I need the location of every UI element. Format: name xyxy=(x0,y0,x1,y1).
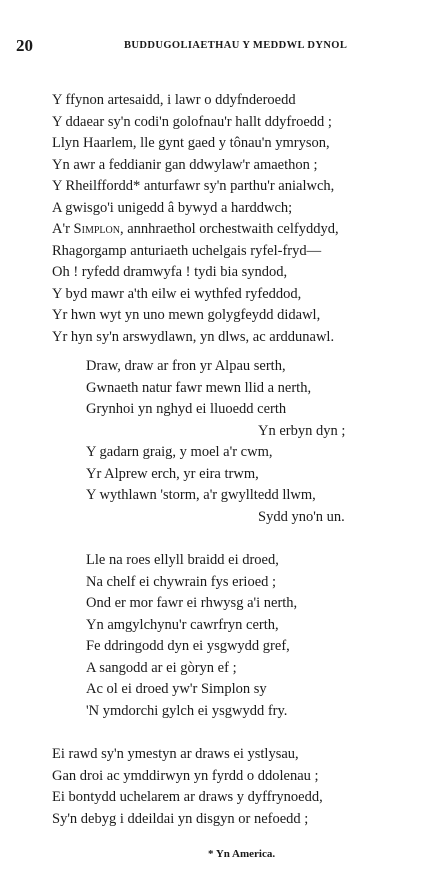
verse-line: Lle na roes ellyll braidd ei droed, xyxy=(86,552,279,568)
verse-line: Y ddaear sy'n codi'n golofnau'r hallt ddyfroedd ; xyxy=(52,113,332,130)
verse-line: Ond er mor fawr ei rhwysg a'i nerth, xyxy=(86,595,298,611)
stanza-3 xyxy=(86,550,297,722)
verse-line: A gwisgo'i unigedd â bywyd a harddwch; xyxy=(52,199,293,216)
verse-line: A sangodd ar ei gòryn ef ; xyxy=(86,659,237,676)
verse-line: Yr hyn sy'n arswydlawn, yn dlws, ac arddunawl. xyxy=(52,328,335,345)
verse-line: Gwnaeth natur fawr mewn llid a nerth, xyxy=(86,379,312,396)
verse-line: Y byd mawr a'th eilw ei wythfed ryfeddod, xyxy=(52,285,302,302)
stanza-1 xyxy=(52,90,339,348)
simplon-prefix: A'r xyxy=(52,221,74,237)
verse-line: Yn amgylchynu'r cawrfryn certh, xyxy=(86,616,279,633)
verse-line: Y Rheilffordd* anturfawr sy'n parthu'r anialwch, xyxy=(52,178,335,194)
page-number: 20 xyxy=(16,36,33,55)
verse-line: Gan droi ac ymddirwyn yn fyrdd o ddolenau ; xyxy=(52,767,319,784)
verse-line: Ac ol ei droed yw'r Simplon sy xyxy=(86,681,267,697)
verse-line: Ei bontydd uchelarem ar draws y dyffrynoedd, xyxy=(52,789,323,805)
page-header xyxy=(16,36,420,58)
verse-line: Fe ddringodd dyn ei ysgwydd gref, xyxy=(86,638,290,654)
stanza-4 xyxy=(52,744,323,830)
verse-line: Y ffynon artesaidd, i lawr o ddyfnderoedd xyxy=(52,92,296,108)
verse-line-short: Yn erbyn dyn ; xyxy=(258,422,346,439)
verse-line-short: Sydd yno'n un. xyxy=(258,508,345,525)
verse-line: Na chelf ei chywrain fys erioed ; xyxy=(86,573,277,590)
verse-line: Rhagorgamp anturiaeth uchelgais ryfel-fryd— xyxy=(52,242,322,259)
stanza-2 xyxy=(86,356,345,528)
verse-line: 'N ymdorchi gylch ei ysgwydd fry. xyxy=(86,702,288,719)
verse-line: Yn awr a feddianir gan ddwylaw'r amaethon ; xyxy=(52,156,318,173)
footnote: * Yn America. xyxy=(208,848,276,860)
simplon-name: Simplon xyxy=(73,221,120,237)
verse-line: Grynhoi yn nghyd ei lluoedd certh xyxy=(86,401,287,417)
verse-line: Llyn Haarlem, lle gynt gaed y tônau'n ymryson, xyxy=(52,135,330,151)
verse-line: Sy'n debyg i ddeildai yn disgyn or nefoedd ; xyxy=(52,810,309,827)
simplon-suffix: , annhraethol orchestwaith celfyddyd, xyxy=(119,221,339,237)
verse-line-simplon xyxy=(52,219,339,241)
running-title: BUDDUGOLIAETHAU Y MEDDWL DYNOL xyxy=(124,40,348,51)
verse-line: Yr hwn wyt yn uno mewn golygfeydd didawl, xyxy=(52,307,321,323)
verse-line: Y wythlawn 'storm, a'r gwylltedd llwm, xyxy=(86,487,316,503)
verse-line: Draw, draw ar fron yr Alpau serth, xyxy=(86,358,286,374)
verse-line: Y gadarn graig, y moel a'r cwm, xyxy=(86,444,273,460)
verse-line: Ei rawd sy'n ymestyn ar draws ei ystlysau, xyxy=(52,746,299,762)
verse-line: Yr Alprew erch, yr eira trwm, xyxy=(86,465,259,482)
verse-line: Oh ! ryfedd dramwyfa ! tydi bia syndod, xyxy=(52,264,288,280)
